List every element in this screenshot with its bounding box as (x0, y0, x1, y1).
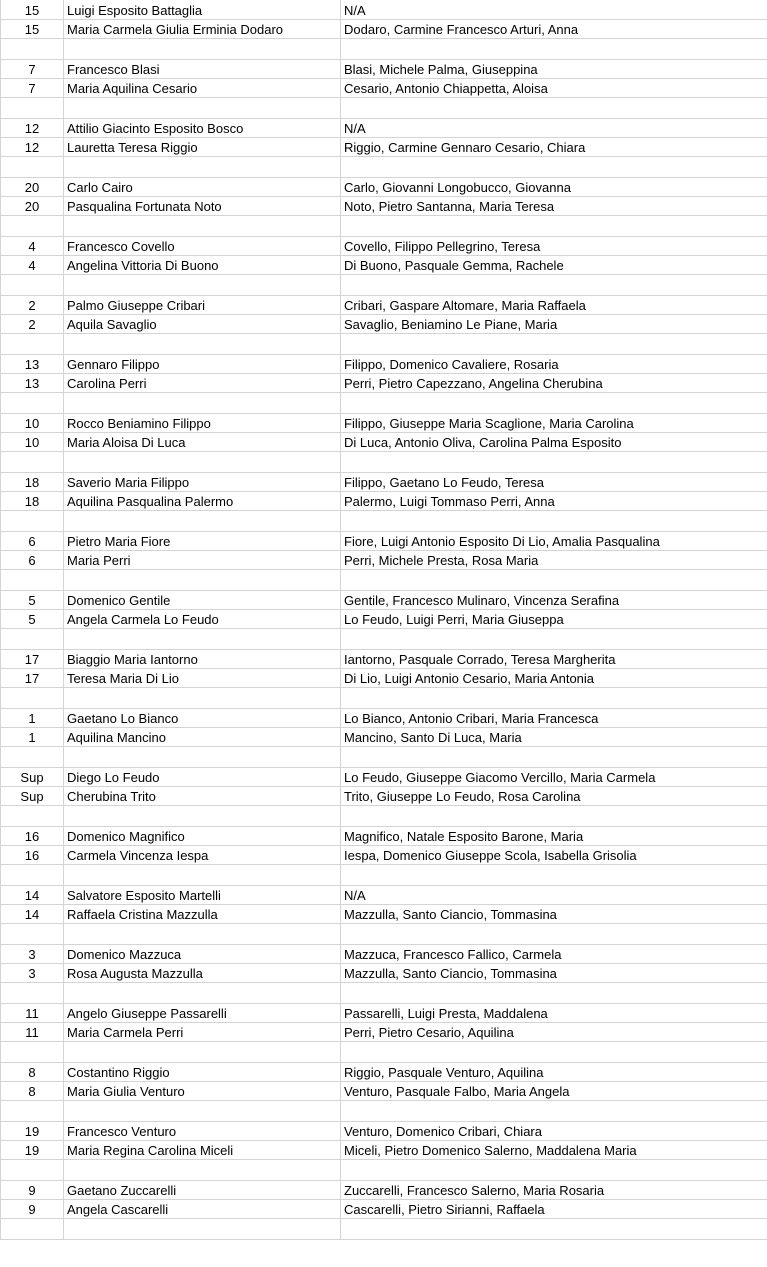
table-row (1, 118, 767, 137)
parents-cell[interactable]: Venturo, Pasquale Falbo, Maria Angela (341, 1081, 767, 1100)
number-cell[interactable] (1, 923, 64, 944)
table-row (1, 668, 767, 687)
name-cell[interactable] (64, 215, 341, 236)
table-row (1, 137, 767, 156)
name-cell[interactable] (64, 156, 341, 177)
number-cell[interactable]: Sup (1, 767, 64, 786)
parents-cell[interactable]: Miceli, Pietro Domenico Salerno, Maddalena Maria (341, 1140, 767, 1159)
number-cell[interactable]: 18 (1, 472, 64, 491)
table-row (1, 255, 767, 274)
name-cell[interactable]: Attilio Giacinto Esposito Bosco (64, 118, 341, 137)
parents-cell[interactable]: N/A (341, 0, 767, 19)
number-cell[interactable]: 15 (1, 0, 64, 19)
number-cell[interactable] (1, 1041, 64, 1062)
parents-cell[interactable]: Dodaro, Carmine Francesco Arturi, Anna (341, 19, 767, 38)
number-cell[interactable]: 3 (1, 963, 64, 982)
name-cell[interactable]: Saverio Maria Filippo (64, 472, 341, 491)
table-row (1, 708, 767, 727)
parents-cell[interactable] (341, 392, 767, 413)
table-row (1, 1121, 767, 1140)
parents-cell[interactable] (341, 215, 767, 236)
parents-cell[interactable]: Covello, Filippo Pellegrino, Teresa (341, 236, 767, 255)
name-cell[interactable] (64, 864, 341, 885)
parents-cell[interactable] (341, 510, 767, 531)
table-row (1, 963, 767, 982)
name-cell[interactable] (64, 1159, 341, 1180)
number-cell[interactable]: 2 (1, 295, 64, 314)
number-cell[interactable] (1, 156, 64, 177)
number-cell[interactable]: 13 (1, 354, 64, 373)
table-row (1, 196, 767, 215)
parents-cell[interactable]: Lo Feudo, Giuseppe Giacomo Vercillo, Maria Carmela (341, 767, 767, 786)
parents-cell[interactable] (341, 982, 767, 1003)
parents-cell[interactable]: Noto, Pietro Santanna, Maria Teresa (341, 196, 767, 215)
name-cell[interactable]: Aquila Savaglio (64, 314, 341, 333)
number-cell[interactable]: 11 (1, 1022, 64, 1041)
name-cell[interactable]: Angelina Vittoria Di Buono (64, 255, 341, 274)
name-cell[interactable]: Luigi Esposito Battaglia (64, 0, 341, 19)
table-row (1, 1081, 767, 1100)
name-cell[interactable] (64, 1100, 341, 1121)
name-cell[interactable]: Rosa Augusta Mazzulla (64, 963, 341, 982)
parents-cell[interactable]: Mazzuca, Francesco Fallico, Carmela (341, 944, 767, 963)
name-cell[interactable]: Maria Regina Carolina Miceli (64, 1140, 341, 1159)
number-cell[interactable] (1, 392, 64, 413)
name-cell[interactable]: Rocco Beniamino Filippo (64, 413, 341, 432)
blank-row (1, 215, 767, 236)
name-cell[interactable]: Domenico Gentile (64, 590, 341, 609)
table-row (1, 1180, 767, 1199)
name-cell[interactable] (64, 687, 341, 708)
blank-row (1, 923, 767, 944)
number-cell[interactable] (1, 1159, 64, 1180)
number-cell[interactable]: 2 (1, 314, 64, 333)
blank-row (1, 97, 767, 118)
parents-cell[interactable]: Perri, Pietro Capezzano, Angelina Cherubina (341, 373, 767, 392)
parents-cell[interactable] (341, 156, 767, 177)
number-cell[interactable]: 17 (1, 668, 64, 687)
parents-cell[interactable]: Gentile, Francesco Mulinaro, Vincenza Serafina (341, 590, 767, 609)
name-cell[interactable]: Domenico Magnifico (64, 826, 341, 845)
parents-cell[interactable] (341, 864, 767, 885)
name-cell[interactable]: Domenico Mazzuca (64, 944, 341, 963)
parents-cell[interactable]: Cesario, Antonio Chiappetta, Aloisa (341, 78, 767, 97)
number-cell[interactable]: 10 (1, 432, 64, 451)
number-cell[interactable] (1, 864, 64, 885)
table-row (1, 491, 767, 510)
name-cell[interactable]: Francesco Venturo (64, 1121, 341, 1140)
number-cell[interactable]: 20 (1, 196, 64, 215)
number-cell[interactable]: 6 (1, 531, 64, 550)
table-row (1, 432, 767, 451)
parents-cell[interactable]: Palermo, Luigi Tommaso Perri, Anna (341, 491, 767, 510)
parents-cell[interactable]: Cascarelli, Pietro Sirianni, Raffaela (341, 1199, 767, 1218)
parents-cell[interactable] (341, 97, 767, 118)
number-cell[interactable] (1, 746, 64, 767)
number-cell[interactable] (1, 1218, 64, 1239)
number-cell[interactable] (1, 805, 64, 826)
name-cell[interactable]: Francesco Covello (64, 236, 341, 255)
parents-cell[interactable] (341, 1218, 767, 1239)
name-cell[interactable]: Angelo Giuseppe Passarelli (64, 1003, 341, 1022)
name-cell[interactable]: Salvatore Esposito Martelli (64, 885, 341, 904)
blank-row (1, 805, 767, 826)
parents-cell[interactable]: Riggio, Pasquale Venturo, Aquilina (341, 1062, 767, 1081)
blank-row (1, 1218, 767, 1239)
name-cell[interactable]: Raffaela Cristina Mazzulla (64, 904, 341, 923)
parents-cell[interactable] (341, 1100, 767, 1121)
name-cell[interactable]: Teresa Maria Di Lio (64, 668, 341, 687)
blank-row (1, 864, 767, 885)
name-cell[interactable] (64, 333, 341, 354)
name-cell[interactable] (64, 451, 341, 472)
number-cell[interactable] (1, 569, 64, 590)
table-row (1, 531, 767, 550)
table-row (1, 1199, 767, 1218)
name-cell[interactable] (64, 746, 341, 767)
number-cell[interactable]: 4 (1, 255, 64, 274)
blank-row (1, 687, 767, 708)
parents-cell[interactable]: Filippo, Gaetano Lo Feudo, Teresa (341, 472, 767, 491)
name-cell[interactable]: Gaetano Zuccarelli (64, 1180, 341, 1199)
parents-cell[interactable]: Di Buono, Pasquale Gemma, Rachele (341, 255, 767, 274)
parents-cell[interactable]: Filippo, Giuseppe Maria Scaglione, Maria Carolina (341, 413, 767, 432)
number-cell[interactable]: Sup (1, 786, 64, 805)
parents-cell[interactable]: Filippo, Domenico Cavaliere, Rosaria (341, 354, 767, 373)
name-cell[interactable]: Palmo Giuseppe Cribari (64, 295, 341, 314)
number-cell[interactable] (1, 1100, 64, 1121)
blank-row (1, 746, 767, 767)
blank-row (1, 1041, 767, 1062)
table-row (1, 767, 767, 786)
number-cell[interactable] (1, 274, 64, 295)
parents-cell[interactable]: Carlo, Giovanni Longobucco, Giovanna (341, 177, 767, 196)
table-row (1, 1003, 767, 1022)
parents-cell[interactable]: Cribari, Gaspare Altomare, Maria Raffaela (341, 295, 767, 314)
blank-row (1, 451, 767, 472)
table-row (1, 904, 767, 923)
name-cell[interactable]: Lauretta Teresa Riggio (64, 137, 341, 156)
name-cell[interactable]: Maria Carmela Giulia Erminia Dodaro (64, 19, 341, 38)
number-cell[interactable]: 17 (1, 649, 64, 668)
name-cell[interactable]: Maria Perri (64, 550, 341, 569)
number-cell[interactable]: 19 (1, 1121, 64, 1140)
number-cell[interactable]: 11 (1, 1003, 64, 1022)
name-cell[interactable] (64, 274, 341, 295)
table-row (1, 413, 767, 432)
number-cell[interactable] (1, 982, 64, 1003)
parents-cell[interactable]: Mancino, Santo Di Luca, Maria (341, 727, 767, 746)
number-cell[interactable]: 13 (1, 373, 64, 392)
number-cell[interactable] (1, 510, 64, 531)
number-cell[interactable]: 18 (1, 491, 64, 510)
number-cell[interactable]: 1 (1, 727, 64, 746)
parents-cell[interactable]: Di Luca, Antonio Oliva, Carolina Palma Esposito (341, 432, 767, 451)
number-cell[interactable]: 16 (1, 845, 64, 864)
parents-cell[interactable]: Mazzulla, Santo Ciancio, Tommasina (341, 904, 767, 923)
parents-cell[interactable]: Lo Bianco, Antonio Cribari, Maria Francesca (341, 708, 767, 727)
number-cell[interactable]: 8 (1, 1081, 64, 1100)
parents-cell[interactable] (341, 746, 767, 767)
table-row (1, 0, 767, 19)
name-cell[interactable]: Aquilina Pasqualina Palermo (64, 491, 341, 510)
name-cell[interactable]: Pasqualina Fortunata Noto (64, 196, 341, 215)
blank-row (1, 333, 767, 354)
blank-row (1, 510, 767, 531)
blank-row (1, 274, 767, 295)
number-cell[interactable]: 9 (1, 1180, 64, 1199)
table-row (1, 1022, 767, 1041)
parents-cell[interactable]: Fiore, Luigi Antonio Esposito Di Lio, Amalia Pasqualina (341, 531, 767, 550)
name-cell[interactable]: Costantino Riggio (64, 1062, 341, 1081)
name-cell[interactable]: Biaggio Maria Iantorno (64, 649, 341, 668)
blank-row (1, 38, 767, 59)
number-cell[interactable]: 9 (1, 1199, 64, 1218)
name-cell[interactable] (64, 569, 341, 590)
name-cell[interactable] (64, 805, 341, 826)
number-cell[interactable]: 12 (1, 137, 64, 156)
number-cell[interactable]: 7 (1, 78, 64, 97)
parents-cell[interactable] (341, 628, 767, 649)
parents-cell[interactable] (341, 274, 767, 295)
table-row (1, 314, 767, 333)
name-cell[interactable]: Gennaro Filippo (64, 354, 341, 373)
parents-cell[interactable] (341, 333, 767, 354)
number-cell[interactable]: 16 (1, 826, 64, 845)
blank-row (1, 392, 767, 413)
parents-cell[interactable]: Venturo, Domenico Cribari, Chiara (341, 1121, 767, 1140)
parents-cell[interactable] (341, 38, 767, 59)
number-cell[interactable] (1, 451, 64, 472)
blank-row (1, 1159, 767, 1180)
blank-row (1, 982, 767, 1003)
parents-cell[interactable]: Zuccarelli, Francesco Salerno, Maria Rosaria (341, 1180, 767, 1199)
table-row (1, 177, 767, 196)
name-cell[interactable]: Maria Aquilina Cesario (64, 78, 341, 97)
table-row (1, 609, 767, 628)
table-row (1, 373, 767, 392)
name-cell[interactable]: Gaetano Lo Bianco (64, 708, 341, 727)
number-cell[interactable]: 10 (1, 413, 64, 432)
number-cell[interactable]: 15 (1, 19, 64, 38)
name-cell[interactable] (64, 38, 341, 59)
name-cell[interactable]: Maria Aloisa Di Luca (64, 432, 341, 451)
name-cell[interactable]: Maria Giulia Venturo (64, 1081, 341, 1100)
name-cell[interactable] (64, 923, 341, 944)
number-cell[interactable]: 19 (1, 1140, 64, 1159)
number-cell[interactable]: 7 (1, 59, 64, 78)
table-row (1, 472, 767, 491)
number-cell[interactable]: 4 (1, 236, 64, 255)
number-cell[interactable]: 5 (1, 609, 64, 628)
parents-cell[interactable]: N/A (341, 885, 767, 904)
parents-cell[interactable]: Perri, Pietro Cesario, Aquilina (341, 1022, 767, 1041)
name-cell[interactable]: Maria Carmela Perri (64, 1022, 341, 1041)
name-cell[interactable]: Angela Carmela Lo Feudo (64, 609, 341, 628)
table-row (1, 944, 767, 963)
number-cell[interactable]: 1 (1, 708, 64, 727)
number-cell[interactable] (1, 333, 64, 354)
table-row (1, 727, 767, 746)
table-row (1, 1140, 767, 1159)
table-row (1, 19, 767, 38)
name-cell[interactable] (64, 982, 341, 1003)
name-cell[interactable]: Aquilina Mancino (64, 727, 341, 746)
parents-cell[interactable] (341, 1159, 767, 1180)
blank-row (1, 569, 767, 590)
table-row (1, 236, 767, 255)
table-row (1, 59, 767, 78)
number-cell[interactable]: 20 (1, 177, 64, 196)
table-row (1, 78, 767, 97)
table-row (1, 354, 767, 373)
parents-cell[interactable] (341, 569, 767, 590)
parents-cell[interactable]: Savaglio, Beniamino Le Piane, Maria (341, 314, 767, 333)
table-row (1, 590, 767, 609)
parents-cell[interactable]: Riggio, Carmine Gennaro Cesario, Chiara (341, 137, 767, 156)
parents-cell[interactable] (341, 923, 767, 944)
number-cell[interactable]: 14 (1, 904, 64, 923)
parents-cell[interactable]: Trito, Giuseppe Lo Feudo, Rosa Carolina (341, 786, 767, 805)
number-cell[interactable] (1, 687, 64, 708)
number-cell[interactable]: 8 (1, 1062, 64, 1081)
table-row (1, 826, 767, 845)
parents-cell[interactable]: Iantorno, Pasquale Corrado, Teresa Margherita (341, 649, 767, 668)
spreadsheet-body (1, 0, 767, 1239)
number-cell[interactable]: 6 (1, 550, 64, 569)
table-row (1, 1062, 767, 1081)
parents-cell[interactable] (341, 687, 767, 708)
name-cell[interactable]: Francesco Blasi (64, 59, 341, 78)
table-row (1, 295, 767, 314)
name-cell[interactable] (64, 97, 341, 118)
table-row (1, 845, 767, 864)
name-cell[interactable] (64, 392, 341, 413)
number-cell[interactable] (1, 97, 64, 118)
parents-cell[interactable]: Lo Feudo, Luigi Perri, Maria Giuseppa (341, 609, 767, 628)
parents-cell[interactable]: Perri, Michele Presta, Rosa Maria (341, 550, 767, 569)
parents-cell[interactable]: Passarelli, Luigi Presta, Maddalena (341, 1003, 767, 1022)
number-cell[interactable] (1, 38, 64, 59)
parents-cell[interactable]: Di Lio, Luigi Antonio Cesario, Maria Antonia (341, 668, 767, 687)
parents-cell[interactable]: Blasi, Michele Palma, Giuseppina (341, 59, 767, 78)
number-cell[interactable]: 12 (1, 118, 64, 137)
parents-cell[interactable]: Magnifico, Natale Esposito Barone, Maria (341, 826, 767, 845)
table-row (1, 885, 767, 904)
parents-cell[interactable]: Mazzulla, Santo Ciancio, Tommasina (341, 963, 767, 982)
table-row (1, 649, 767, 668)
name-cell[interactable]: Pietro Maria Fiore (64, 531, 341, 550)
name-cell[interactable]: Carolina Perri (64, 373, 341, 392)
number-cell[interactable]: 3 (1, 944, 64, 963)
table-row (1, 786, 767, 805)
name-cell[interactable]: Cherubina Trito (64, 786, 341, 805)
name-cell[interactable]: Carmela Vincenza Iespa (64, 845, 341, 864)
number-cell[interactable] (1, 628, 64, 649)
name-cell[interactable] (64, 1041, 341, 1062)
name-cell[interactable] (64, 1218, 341, 1239)
blank-row (1, 156, 767, 177)
name-cell[interactable]: Angela Cascarelli (64, 1199, 341, 1218)
number-cell[interactable]: 5 (1, 590, 64, 609)
blank-row (1, 1100, 767, 1121)
parents-cell[interactable]: Iespa, Domenico Giuseppe Scola, Isabella Grisolia (341, 845, 767, 864)
parents-cell[interactable]: N/A (341, 118, 767, 137)
name-cell[interactable]: Diego Lo Feudo (64, 767, 341, 786)
number-cell[interactable]: 14 (1, 885, 64, 904)
name-cell[interactable] (64, 628, 341, 649)
parents-cell[interactable] (341, 805, 767, 826)
table-row (1, 550, 767, 569)
number-cell[interactable] (1, 215, 64, 236)
name-cell[interactable] (64, 510, 341, 531)
parents-cell[interactable] (341, 451, 767, 472)
parents-cell[interactable] (341, 1041, 767, 1062)
blank-row (1, 628, 767, 649)
name-cell[interactable]: Carlo Cairo (64, 177, 341, 196)
